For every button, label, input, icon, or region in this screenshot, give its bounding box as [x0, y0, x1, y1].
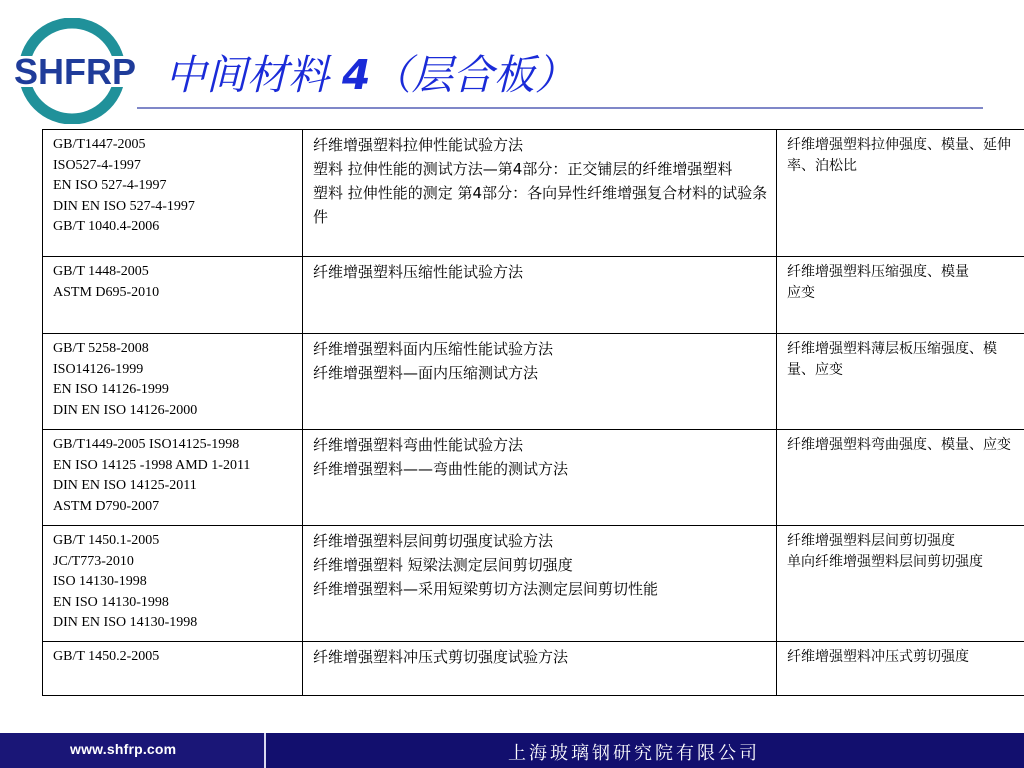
property-cell: 纤维增强塑料压缩强度、模量 应变	[777, 257, 1024, 334]
logo-text: SHFRP	[13, 51, 137, 92]
table-row	[43, 130, 1024, 257]
test-method-cell: 纤维增强塑料弯曲性能试验方法 纤维增强塑料——弯曲性能的测试方法	[303, 430, 777, 526]
standards-cell: GB/T1449-2005 ISO14125-1998 EN ISO 14125 -1998 AMD 1-2011 DIN EN ISO 14125-2011 ASTM D790-2007	[43, 430, 303, 526]
standards-cell: GB/T 1450.2-2005	[43, 642, 303, 696]
company-name: 上海玻璃钢研究院有限公司	[508, 743, 760, 764]
property-cell: 纤维增强塑料层间剪切强度 单向纤维增强塑料层间剪切强度	[777, 526, 1024, 642]
page-title	[165, 48, 576, 102]
title-suffix: （层合板）	[370, 51, 576, 99]
property-cell: 纤维增强塑料拉伸强度、模量、延伸率、泊松比	[777, 130, 1024, 257]
standards-table	[42, 129, 1024, 696]
website-link[interactable]: www.shfrp.com	[70, 741, 177, 757]
test-method-cell: 纤维增强塑料面内压缩性能试验方法 纤维增强塑料—面内压缩测试方法	[303, 334, 777, 430]
table-row	[43, 334, 1024, 430]
property-cell: 纤维增强塑料冲压式剪切强度	[777, 642, 1024, 696]
title-main: 中间材料	[165, 51, 329, 99]
standards-cell: GB/T1447-2005 ISO527-4-1997 EN ISO 527-4-1997 DIN EN ISO 527-4-1997 GB/T 1040.4-2006	[43, 130, 303, 257]
footer-bar	[0, 733, 1024, 768]
table-row	[43, 526, 1024, 642]
test-method-cell: 纤维增强塑料层间剪切强度试验方法 纤维增强塑料 短梁法测定层间剪切强度 纤维增强塑料—采用短梁剪切方法测定层间剪切性能	[303, 526, 777, 642]
footer-url-panel	[0, 733, 266, 768]
test-method-cell: 纤维增强塑料拉伸性能试验方法 塑料 拉伸性能的测试方法—第4部分：正交铺层的纤维增强塑料 塑料 拉伸性能的测定 第4部分：各向异性纤维增强复合材料的试验条件	[303, 130, 777, 257]
title-divider	[137, 107, 983, 109]
title-number: 4	[342, 51, 371, 99]
standards-cell: GB/T 1450.1-2005 JC/T773-2010 ISO 14130-1998 EN ISO 14130-1998 DIN EN ISO 14130-1998	[43, 526, 303, 642]
standards-cell: GB/T 1448-2005 ASTM D695-2010	[43, 257, 303, 334]
property-cell: 纤维增强塑料弯曲强度、模量、应变	[777, 430, 1024, 526]
property-cell: 纤维增强塑料薄层板压缩强度、模量、应变	[777, 334, 1024, 430]
logo-graphic	[8, 18, 142, 124]
test-method-cell: 纤维增强塑料冲压式剪切强度试验方法	[303, 642, 777, 696]
test-method-cell: 纤维增强塑料压缩性能试验方法	[303, 257, 777, 334]
table-row	[43, 642, 1024, 696]
table-row	[43, 257, 1024, 334]
table-row	[43, 430, 1024, 526]
shfrp-logo	[8, 18, 142, 124]
standards-cell: GB/T 5258-2008 ISO14126-1999 EN ISO 14126-1999 DIN EN ISO 14126-2000	[43, 334, 303, 430]
